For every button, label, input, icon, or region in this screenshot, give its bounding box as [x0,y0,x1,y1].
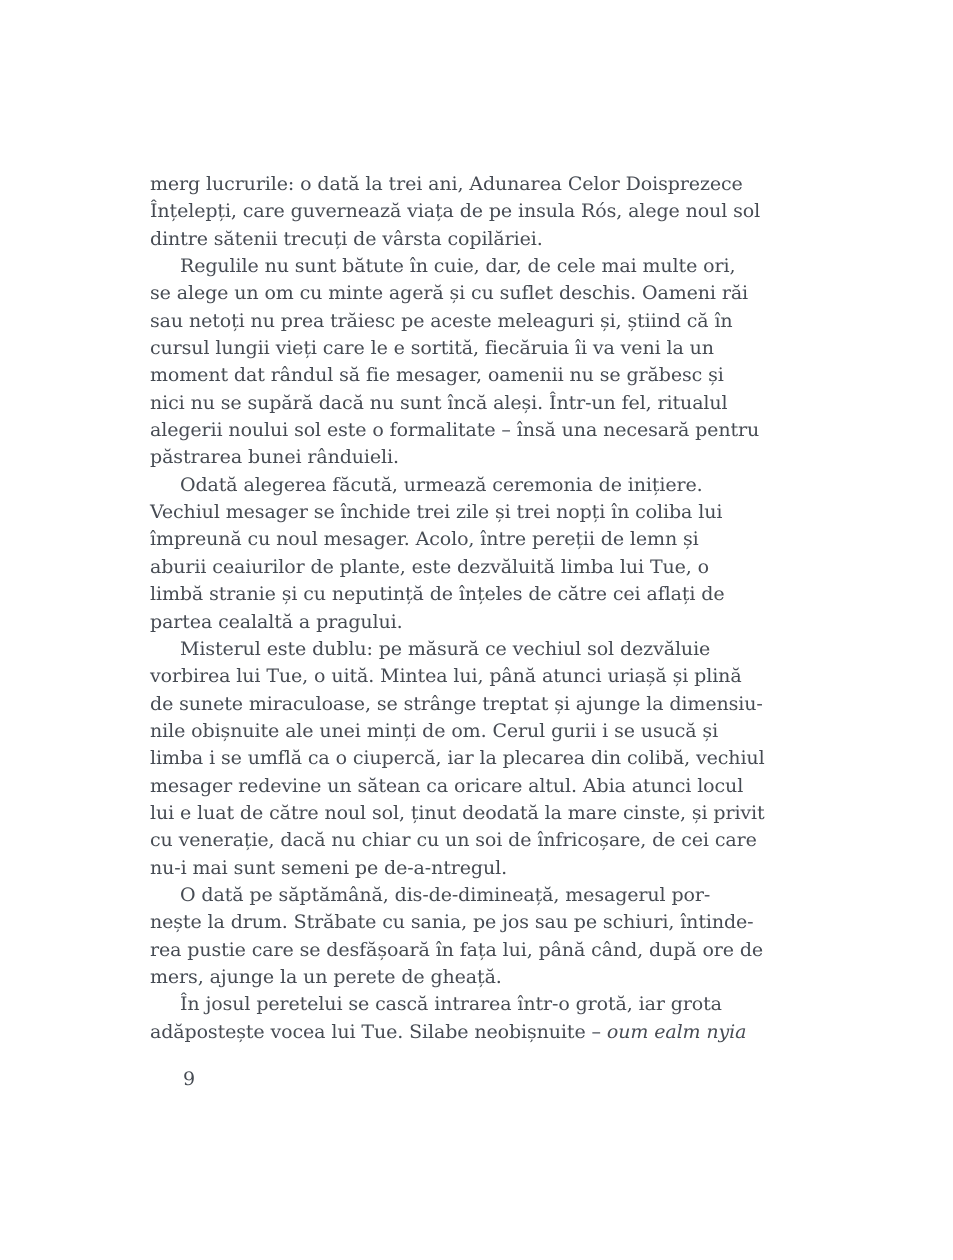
paragraph [150,253,765,472]
text-line: Regulile nu sunt bătute în cuie, dar, de cele mai multe ori, [180,255,736,278]
text-line: nile obișnuite ale unei minți de om. Cerul gurii i se usucă și [150,719,719,742]
text-line: mers, ajunge la un perete de gheață. [150,965,502,988]
text-line: alegerii noului sol este o formalitate – însă una necesară pentru [150,419,760,442]
text-line: se alege un om cu minte ageră și cu suflet deschis. Oameni răi [150,282,749,305]
text-line: În josul peretelui se cască intrarea într-o grotă, iar grota [180,993,722,1016]
text-line: dintre sătenii trecuți de vârsta copilăriei. [150,227,543,250]
paragraph [150,472,765,636]
text-line: nu-i mai sunt semeni pe de-a-ntregul. [150,856,508,879]
text-line: împreună cu noul mesager. Acolo, între pereții de lemn și [150,528,699,551]
text-line: Înțelepți, care guvernează viața de pe insula Rós, alege noul sol [150,200,761,223]
italic-text-segment: oum ealm nyia [606,1020,747,1043]
text-line: cu venerație, dacă nu chiar cu un soi de înfricoșare, de cei care [150,829,757,852]
paragraph [150,171,765,253]
text-line: rea pustie care se desfășoară în fața lui, până când, după ore de [150,938,764,961]
text-line: Odată alegerea făcută, urmează ceremonia de inițiere. [180,473,703,496]
text-line: nește la drum. Străbate cu sania, pe jos sau pe schiuri, întinde- [150,911,754,934]
text-line: limba i se umflă ca o ciupercă, iar la plecarea din colibă, vechiul [150,747,765,770]
paragraph [150,882,765,991]
text-line: de sunete miraculoase, se strânge treptat și ajunge la dimensiu- [150,692,763,715]
text-line: aburii ceaiurilor de plante, este dezvăluită limba lui Tue, o [150,555,710,578]
text-line: partea cealaltă a pragului. [150,610,403,633]
text-segment: adăpostește vocea lui Tue. Silabe neobișnuite – [150,1020,607,1043]
text-line: mesager redevine un sătean ca oricare altul. Abia atunci locul [150,774,744,797]
text-line: moment dat rândul să fie mesager, oamenii nu se grăbesc și [150,364,724,387]
text-line: Misterul este dublu: pe măsură ce vechiul sol dezvăluie [180,637,711,660]
text-line: O dată pe săptămână, dis-de-dimineață, mesagerul por- [180,883,711,906]
text-line: sau netoți nu prea trăiesc pe aceste meleaguri și, știind că în [150,309,733,332]
text-line: vorbirea lui Tue, o uită. Mintea lui, până atunci uriașă și plină [150,665,742,688]
text-line: lui e luat de către noul sol, ținut deodată la mare cinste, și privit [150,801,765,824]
page-number: 9 [183,1068,196,1090]
text-block [150,171,765,1046]
text-line: limbă stranie și cu neputință de înțeles de către cei aflați de [150,583,725,606]
text-line: cursul lungii vieți care le e sortită, fiecăruia îi va veni la un [150,337,714,360]
paragraph [150,636,765,882]
text-line: merg lucrurile: o dată la trei ani, Adunarea Celor Doisprezece [150,173,743,195]
text-line: păstrarea bunei rânduieli. [150,446,399,469]
text-line: Vechiul mesager se închide trei zile și trei nopți în coliba lui [150,501,723,524]
paragraph [150,991,765,1046]
text-line: nici nu se supără dacă nu sunt încă aleși. Într-un fel, ritualul [150,391,728,414]
text-line [150,1019,765,1046]
